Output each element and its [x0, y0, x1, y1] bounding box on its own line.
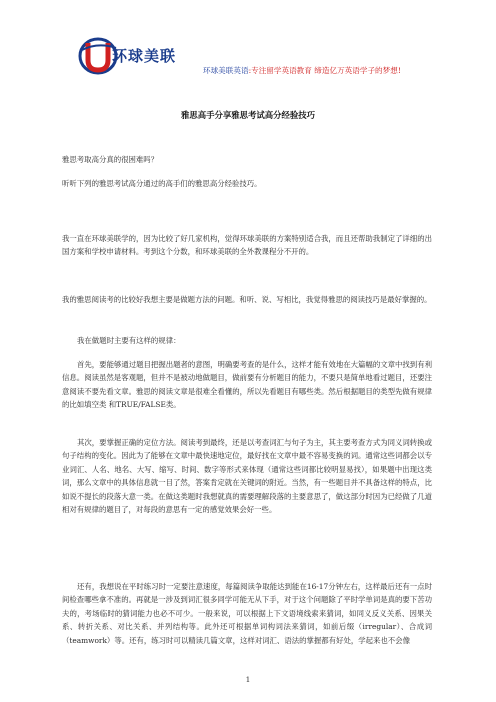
paragraph-7: 其次，要掌握正确的定位方法。阅读考到最终，还是以考查词汇与句子为主，其主要考查方式为同义词转换或句子结构的变化。因此为了能够在文章中最快速地定位，最好找在文章中最不容易变换的词。通常这些词都会以专业词汇、人名、地名、大写、缩写、时间、数字等形式来体现（通常这些词都比较明显易找），如果题中出现这类词，那么文章中的具体信息就一目了然，答案肯定就在关键词的附近。当然，有一些题目并不具备这样的特点，比如说不提长的段落大意一类。在做这类题时我想就真的需要理解段落的主要意思了，做这部分时因为已经做了几道相对有规律的题目了，对每段的意思有一定的感觉效果会好一些。 [62, 438, 432, 515]
paragraph-3: 我一直在环球美联学的，因为比较了好几家机构，觉得环球美联的方案特别适合我，而且还帮助我制定了详细的出国方案和学校申请材料。考到这个分数，和环球美联的全外教课程分不开的。 [62, 234, 432, 257]
document-title: 雅思高手分享雅思考试高分经验技巧 [181, 110, 315, 120]
paragraph-2: 听听下列的雅思考试高分通过的高手们的雅思高分经验技巧。 [62, 179, 262, 188]
brand-logo [78, 34, 196, 78]
paragraph-5: 我在做题时主要有这样的规律： [77, 336, 181, 345]
header-tagline [203, 65, 401, 76]
paragraph-1: 雅思考取高分真的很困难吗？ [62, 155, 159, 164]
page-header [78, 34, 478, 80]
paragraph-4: 我的雅思阅读考的比较好我想主要是做题方法的问题。和听、说、写相比，我觉得雅思的阅读技巧是最好掌握的。 [62, 295, 432, 304]
logo-text: 环球美联 [112, 47, 177, 65]
tagline-brand: 环球美联英语 [203, 66, 249, 75]
tagline-slogan: :专注留学英语教育 缔造亿万英语学子的梦想! [248, 66, 401, 75]
paragraph-6: 首先，要能够通过题目把握出题者的意图，明确要考查的是什么，这样才能有效地在大篇幅的文章中找到有利信息。阅读虽然是客观题，但并不是被动地做题目，做前要有分析题目的能力，不要只是简单地看过题目，还要注意阅读不要先看文章。雅思的阅读文章是很难全看懂的，所以先看题目有哪些类。然后根据题目的类型先做有规律的比如填空类 和TRUE/FALSE类。 [62, 360, 432, 410]
page-number: 1 [245, 675, 251, 684]
paragraph-8: 还有，我想说在平时练习时一定要注意速度，每篇阅读争取能达到能在16-17分钟左右，这样最后还有一点时间检查哪些拿不准的。再就是一涉及到词汇很多同学可能无从下手，对于这个问题除了平时学单词是真的要下苦功夫的，考场临时的猜词能力也必不可少。一般来说，可以根据上下文语境线索来猜词，如同义反义关系、因果关系、转折关系、对比关系、并列结构等。此外还可根据单词构词法来猜词，如前后缀（irregular）、合成词（teamwork）等。还有，练习时可以精读几篇文章，这样对词汇、语法的掌握都有好处，学起来也不会像 [62, 582, 432, 645]
